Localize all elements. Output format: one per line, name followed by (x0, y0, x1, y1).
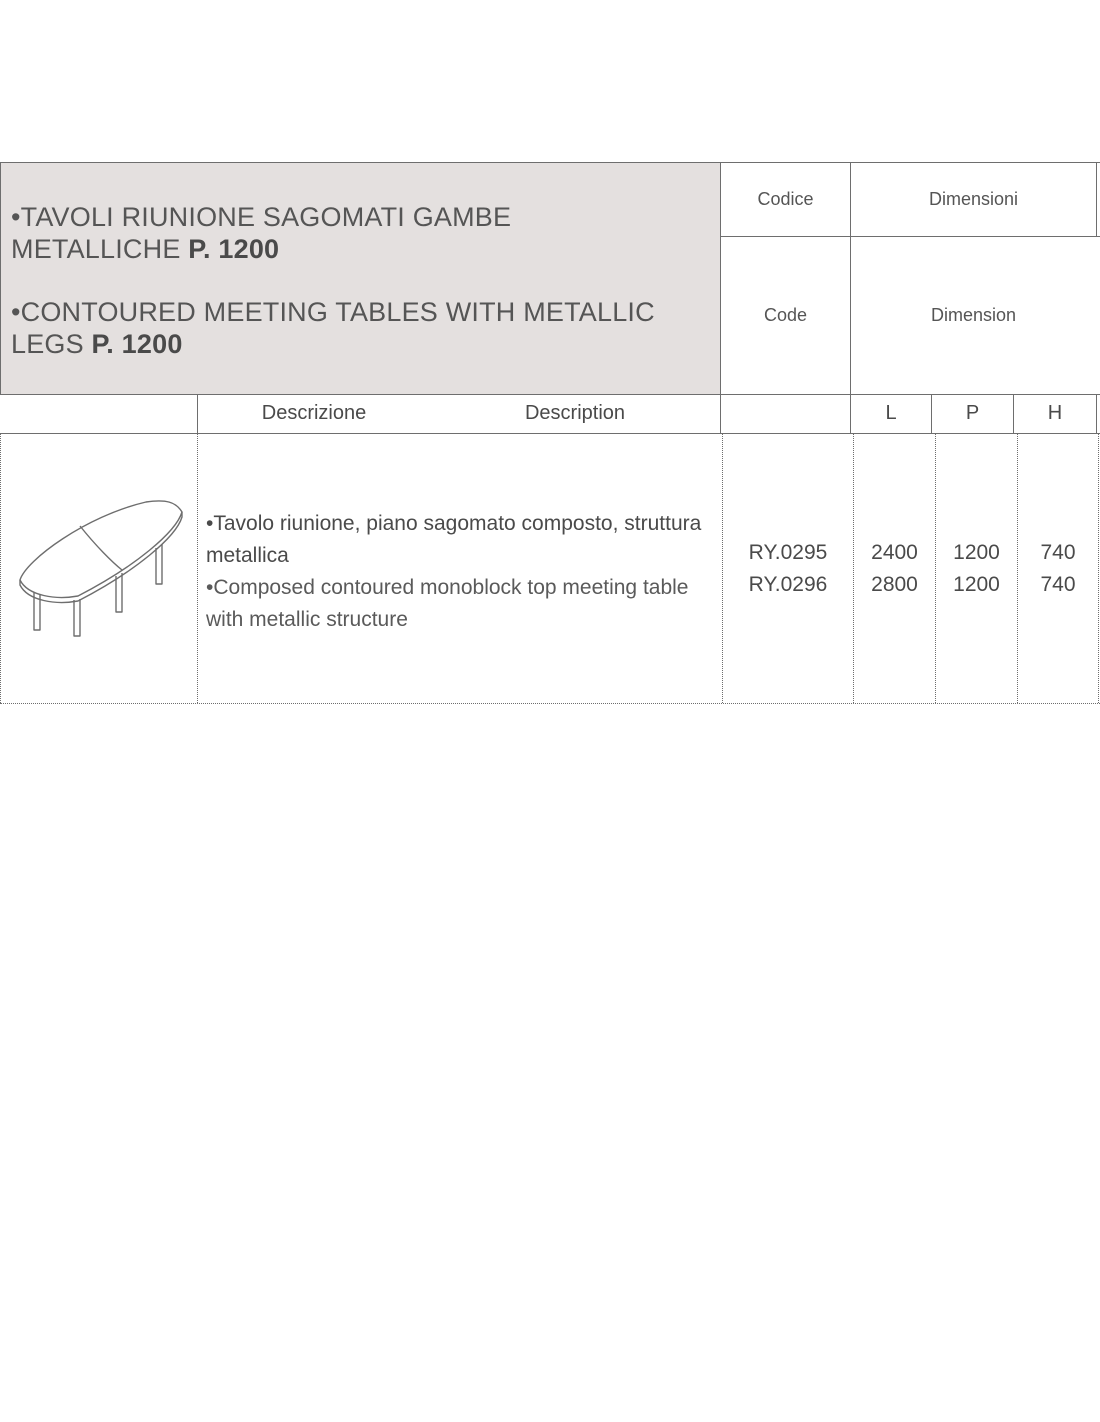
rule-body-left (0, 433, 1, 703)
rule-body-right (1098, 433, 1099, 703)
title-italian-text: •TAVOLI RIUNIONE SAGOMATI GAMBE METALLICHE (11, 202, 512, 264)
meeting-table-drawing-icon (16, 496, 188, 638)
product-height-values (1018, 537, 1098, 601)
product-depth: 1200 (953, 573, 1000, 596)
product-length-values (854, 537, 935, 601)
product-height: 740 (1040, 573, 1076, 596)
column-l: L (885, 402, 897, 424)
title-english-bold: P. 1200 (91, 329, 183, 359)
product-code: RY.0295 (748, 541, 828, 564)
header-dimensions-italian: Dimensioni (928, 189, 1019, 209)
rule-title-bottom (0, 394, 1100, 395)
rule-top (0, 162, 1100, 163)
product-depth: 1200 (953, 541, 1000, 564)
product-description (206, 508, 716, 636)
header-dimensions-english: Dimension (930, 305, 1017, 325)
rule-body-bottom (0, 703, 1100, 704)
title-english (11, 296, 701, 360)
product-sheet-table (0, 162, 1100, 704)
column-p: P (965, 402, 980, 424)
product-height: 740 (1040, 541, 1076, 564)
title-english-text: •CONTOURED MEETING TABLES WITH METALLIC LEGS (11, 297, 655, 359)
product-code: RY.0296 (748, 573, 828, 596)
header-code-italian: Codice (757, 189, 814, 209)
title-italian-bold: P. 1200 (188, 234, 280, 264)
rule-body-desc-left (197, 433, 198, 703)
product-description-italian: •Tavolo riunione, piano sagomato composto, struttura metallica (206, 512, 702, 567)
column-h: H (1047, 402, 1063, 424)
title-italian (11, 201, 571, 265)
header-code-english: Code (763, 305, 808, 325)
rule-left-title (0, 162, 1, 394)
rule-col-code-left (720, 394, 721, 433)
product-length: 2400 (871, 541, 918, 564)
rule-col-h-right (1096, 394, 1097, 433)
column-description-english: Description (524, 402, 626, 424)
product-description-english: •Composed contoured monoblock top meeting table with metallic structure (206, 576, 689, 631)
product-codes (723, 537, 853, 601)
column-description-italian: Descrizione (261, 402, 367, 424)
rule-header-split (720, 236, 1100, 237)
product-length: 2800 (871, 573, 918, 596)
product-depth-values (936, 537, 1017, 601)
title-block (1, 163, 720, 394)
rule-right-top (1096, 162, 1097, 236)
